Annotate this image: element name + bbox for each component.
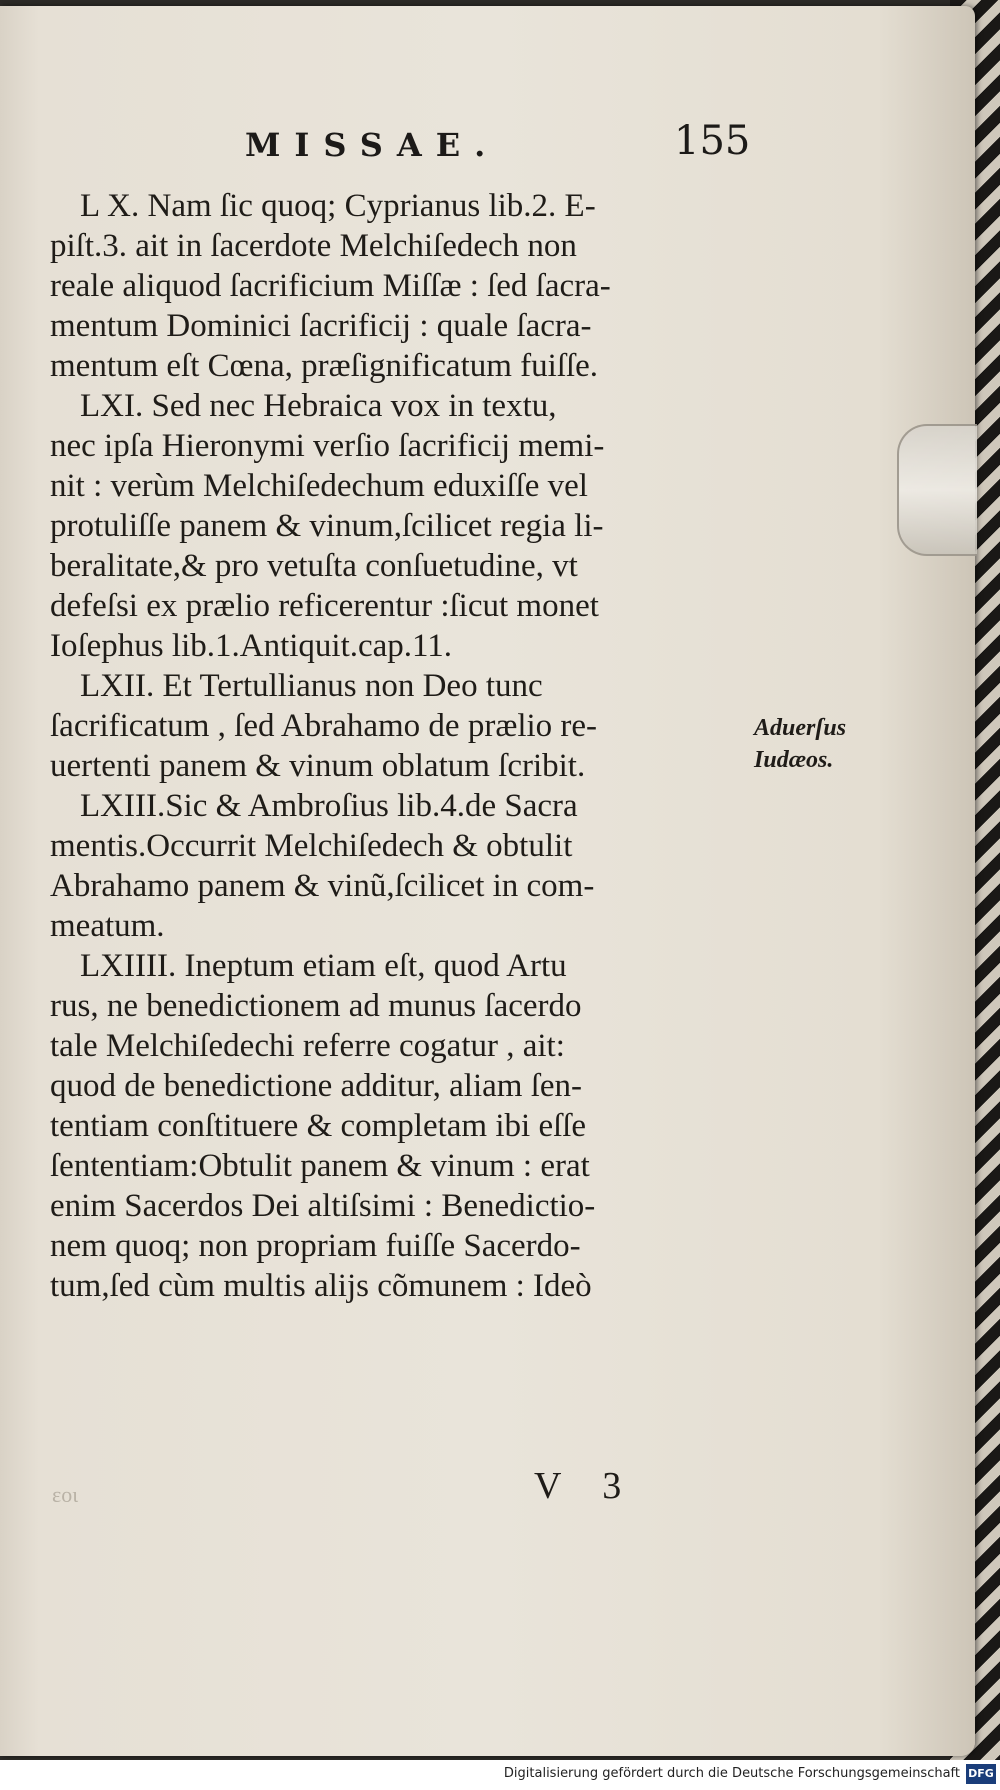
margin-note-line: Iudæos.	[754, 747, 834, 773]
bleed-through-text: εοι	[52, 1482, 79, 1507]
footer-bar	[0, 1760, 1000, 1790]
running-title: MISSAE.	[245, 126, 500, 164]
text-line: quod de benedictione additur, aliam ſen-	[50, 1068, 582, 1104]
text-line: Abrahamo panem & vinũ,ſcilicet in com-	[50, 868, 595, 904]
text-line: ſententiam:Obtulit panem & vinum : erat	[50, 1148, 590, 1184]
text-line: LXIII.Sic & Ambroſius lib.4.de Sacra	[80, 788, 578, 824]
text-line: LXIIII. Ineptum etiam eſt, quod Artu	[80, 948, 567, 984]
funding-credit: Digitalisierung gefördert durch die Deutsche Forschungsgemeinschaft	[503, 1766, 960, 1781]
text-line: Ioſephus lib.1.Antiquit.cap.11.	[50, 628, 453, 664]
text-line: L X. Nam ſic quoq; Cyprianus lib.2. E-	[80, 188, 596, 224]
dfg-logo: DFG	[966, 1764, 996, 1784]
text-line: nec ipſa Hieronymi verſio ſacrificij memi-	[50, 428, 605, 464]
page-number: 155	[674, 118, 751, 164]
text-line: nit : verùm Melchiſedechum eduxiſſe vel	[50, 468, 588, 504]
text-line: defeſsi ex prælio reficerentur :ſicut monet	[50, 588, 599, 624]
text-line: enim Sacerdos Dei altiſsimi : Benedictio-	[50, 1188, 596, 1224]
text-line: LXII. Et Tertullianus non Deo tunc	[80, 668, 543, 704]
text-line: LXI. Sed nec Hebraica vox in textu,	[80, 388, 557, 424]
text-line: tum,ſed cùm multis alijs cõmunem : Ideò	[50, 1268, 592, 1304]
text-line: rus, ne benedictionem ad munus ſacerdo	[50, 988, 582, 1024]
text-line: reale aliquod ſacrificium Miſſæ : ſed ſacra-	[50, 268, 611, 304]
text-line: tale Melchiſedechi referre cogatur , ait:	[50, 1028, 565, 1064]
signature-mark: V 3	[534, 1465, 638, 1507]
text-line: piſt.3. ait in ſacerdote Melchiſedech non	[50, 228, 577, 264]
text-line: nem quoq; non propriam fuiſſe Sacerdo-	[50, 1228, 581, 1264]
text-line: meatum.	[50, 908, 165, 944]
page-clip	[897, 424, 977, 556]
text-line: mentum eſt Cœna, præſignificatum fuiſſe.	[50, 348, 599, 384]
text-line: mentis.Occurrit Melchiſedech & obtulit	[50, 828, 573, 864]
text-line: mentum Dominici ſacrificij : quale ſacra-	[50, 308, 592, 344]
margin-note	[754, 712, 874, 776]
page-header	[0, 118, 975, 174]
text-line: beralitate,& pro vetuſta conſuetudine, vt	[50, 548, 578, 584]
book-page	[0, 6, 975, 1756]
text-line: tentiam conſtituere & completam ibi eſſe	[50, 1108, 587, 1144]
text-line: protuliſſe panem & vinum,ſcilicet regia li-	[50, 508, 604, 544]
margin-note-line: Aduerſus	[754, 715, 847, 741]
text-line: ſacrificatum , ſed Abrahamo de prælio re-	[50, 708, 598, 744]
text-line: uertenti panem & vinum oblatum ſcribit.	[50, 748, 586, 784]
body-text	[50, 186, 755, 1306]
